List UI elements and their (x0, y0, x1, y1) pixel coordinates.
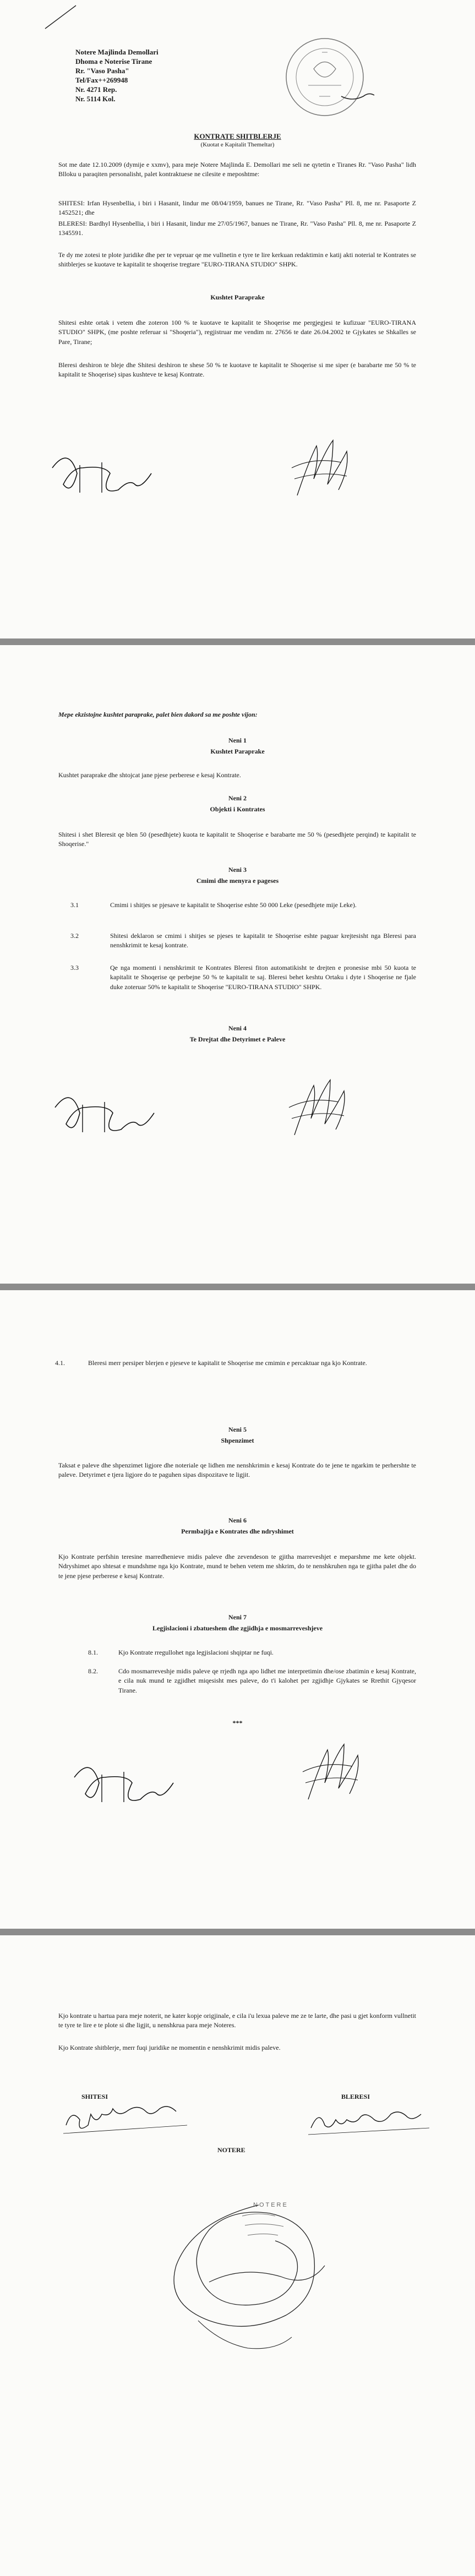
rep-number: Nr. 4271 Rep. (75, 85, 117, 94)
preliminary-paragraph-2: Bleresi deshiron te bleje dhe Shitesi deshiron te shese 50 % te kuotave te kapitalit te Shoqerise si me siper (e barabarte me 50 % te kapitalit te Shoqerise) sipas kushteve te kesaj Kontrate. (58, 361, 416, 379)
seller-paragraph: SHITESI: Irfan Hysenbellia, i biri i Hasanit, lindur me 08/04/1959, banues ne Tirane, Rr. "Vaso Pasha" Pll. 8, me nr. Pasaporte Z 1452521; dhe (58, 199, 416, 217)
neni-2-text: Shitesi i shet Bleresit qe blen 50 (pesedhjete) kuota te kapitalit te Shoqerise e barabarte me 50 % (pesedhjete perqind) te kapitalit te Shoqerise." (58, 831, 416, 848)
neni-6-text: Kjo Kontrate perfshin teresine marredhenieve midis paleve dhe zevendeson te gjitha marreveshjet e meparshme me kete objekt. Ndryshimet apo shtesat e mundshme nga kjo Kontrate, mund te behen vetem me shkrim, do te nenshkruhen nga te gjitha palet dhe do te jene pjese perberese e kesaj Kontrate. (58, 1553, 416, 1580)
neni-3-title: Cmimi dhe menyra e pageses (196, 877, 279, 885)
neni-3: Neni 3 (228, 866, 247, 874)
item-number: 8.2. (88, 1667, 98, 1675)
corner-mark (0, 0, 475, 44)
neni-7-title: Legjislacioni i zbatueshem dhe zgjidhja e mosmarreveshjeve (152, 1624, 323, 1632)
item-text: Shitesi deklaron se cmimi i shitjes se pjeses te kapitalit te Shoqerise eshte paguar krejtesisht nga Bleresi para nenshkrimit te kesaj kontrate. (110, 932, 416, 949)
item-number: 3.2 (70, 932, 79, 940)
document-page-4 (0, 1935, 475, 2576)
closing-paragraph-2: Kjo Kontrate shitblerje, merr fuqi juridike ne momentin e nenshkrimit midis paleve. (58, 2044, 281, 2051)
item-text: Cmimi i shitjes se pjesave te kapitalit te Shoqerise eshte 50 000 Leke (pesedhjete mije Leke). (110, 901, 357, 909)
buyer-signature (286, 435, 369, 506)
neni-2-title: Objekti i Kontrates (210, 805, 265, 813)
neni-4-title: Te Drejtat dhe Detyrimet e Paleve (189, 1035, 286, 1043)
notary-office: Dhoma e Noterise Tirane (75, 57, 152, 66)
item-text: Kjo Kontrate rregullohet nga legjislacioni shqiptar ne fuqi. (118, 1649, 274, 1656)
neni-1: Neni 1 (228, 736, 247, 744)
contract-title: KONTRATE SHITBLERJE (194, 132, 281, 140)
neni-1-title: Kushtet Paraprake (210, 747, 265, 755)
contract-subtitle: (Kuotat e Kapitalit Themeltar) (200, 141, 275, 148)
item-text: Bleresi merr persiper blerjen e pjeseve te kapitalit te Shoqerise me cmimin e percaktuar nga kjo Kontrate. (88, 1359, 367, 1367)
item-text: Qe nga momenti i nenshkrimit te Kontrates Bleresi fiton automatikisht te drejten e pronesise mbi 50 kuota te kapitalit te Shoqerise qe perbejne 50 % te kapitalit te saj. Bleresi behet keshtu Ortaku i dyte i Shoqerise ne fjale duke zoteruar 50% te kapitalit te Shoqerise "EURO-TIRANA STUDIO" SHPK. (110, 964, 416, 991)
notary-phone: Tel/Fax++269948 (75, 76, 128, 84)
seller-signature (69, 1755, 190, 1816)
neni-6: Neni 6 (228, 1516, 247, 1524)
item-text: Cdo mosmarreveshje midis paleve qe rrjedh nga apo lidhet me interpretimin dhe/ose zbatimin e kesaj Kontrate, e cila nuk mund te zgjidhet miqesisht mes paleve, do t'i kalohet per zgjidhje Gjykates se Rrethit Gjyqesor Tirane. (118, 1667, 416, 1694)
document-page-2 (0, 645, 475, 1284)
buyer-signature (297, 1739, 380, 1810)
notary-seal (275, 30, 374, 124)
notary-header (75, 47, 159, 103)
notary-street: Rr. "Vaso Pasha" (75, 67, 129, 75)
closing-paragraph: Kjo kontrate u hartua para meje noterit, ne kater kopje origjinale, e cila i'u lexua paleve me ze te larte, dhe pasi u gjet konform vullnetit te tyre te lire e te plote si dhe ligjit, u nenshkrua para meje Noteres. (58, 2012, 416, 2029)
neni-5-text: Taksat e paleve dhe shpenzimet ligjore dhe noteriale qe lidhen me nenshkrimin e kesaj Kontrate do te jene te ngarkim te perhershte te paleve. Detyrimet e tjera ligjore do te paguhen sipas dispozitave te ligjit. (58, 1461, 416, 1479)
seller-signature (47, 446, 168, 506)
item-number: 4.1. (55, 1359, 65, 1367)
neni-1-text: Kushtet paraprake dhe shtojcat jane pjese perberese e kesaj Kontrate. (58, 771, 241, 779)
capacity-paragraph: Te dy me zotesi te plote juridike dhe per te vepruar qe me vullnetin e tyre te lire kerkuan redaktimin e katij akti noterial te Kontrates se shitblerjes se kuotave te kapitalit te shoqerise tregtare "EURO-TIRANA STUDIO" SHPK. (58, 251, 416, 269)
neni-6-title: Permbajtja e Kontrates dhe ndryshimet (181, 1527, 294, 1535)
svg-text:NOTERE: NOTERE (253, 2202, 288, 2208)
document-page-1 (0, 0, 475, 638)
buyer-paragraph: BLERESI: Bardhyl Hysenbellia, i biri i Hasanit, lindur me 27/05/1967, banues ne Tirane, Rr. "Vaso Pasha" Pll. 8, me nr. Pasaporte Z 1345591. (58, 220, 416, 237)
item-number: 3.3 (70, 964, 79, 972)
neni-4: Neni 4 (228, 1024, 247, 1032)
neni-2: Neni 2 (228, 794, 247, 802)
lead-line: Mepe ekzistojne kushtet paraprake, palet bien dakord sa me poshte vijon: (58, 711, 258, 718)
item-number: 3.1 (70, 901, 79, 909)
preliminary-paragraph-1: Shitesi eshte ortak i vetem dhe zoteron 100 % te kuotave te kapitalit te Shoqerise me pergjegjesi te kufizuar "EURO-TIRANA STUDIO" SHPK, (me poshte referuar si "Shoqeria"), regjistruar me vendim nr. 27656 te date 26.04.2002 te Gjykates se Shkalles se Pare, Tirane; (58, 319, 416, 346)
intro-paragraph: Sot me date 12.10.2009 (dymije e xxmv), para meje Notere Majlinda E. Demollari me seli ne qytetin e Tiranes Rr. "Vaso Pasha" lidh Blloku u paraqiten personalisht, palet kontraktuese ne cilesite e meposhtme: (58, 161, 416, 178)
buyer-label: BLERESI (341, 2093, 370, 2100)
neni-5: Neni 5 (228, 1426, 247, 1433)
document-page-3 (0, 1290, 475, 1929)
seller-label: SHITESI (81, 2093, 108, 2100)
buyer-signature (283, 1074, 366, 1146)
buyer-final-signature (305, 2100, 438, 2144)
neni-5-title: Shpenzimet (221, 1437, 254, 1444)
seller-final-signature (61, 2100, 193, 2144)
neni-7: Neni 7 (228, 1613, 247, 1621)
kol-number: Nr. 5114 Kol. (75, 95, 116, 103)
notary-label: NOTERE (217, 2146, 245, 2154)
item-number: 8.1. (88, 1649, 98, 1656)
notary-name: Notere Majlinda Demollari (75, 48, 159, 56)
notary-signature (165, 2194, 352, 2370)
preliminary-heading: Kushtet Paraprake (210, 293, 265, 301)
seller-signature (50, 1085, 171, 1146)
end-stars: *** (232, 1719, 243, 1727)
